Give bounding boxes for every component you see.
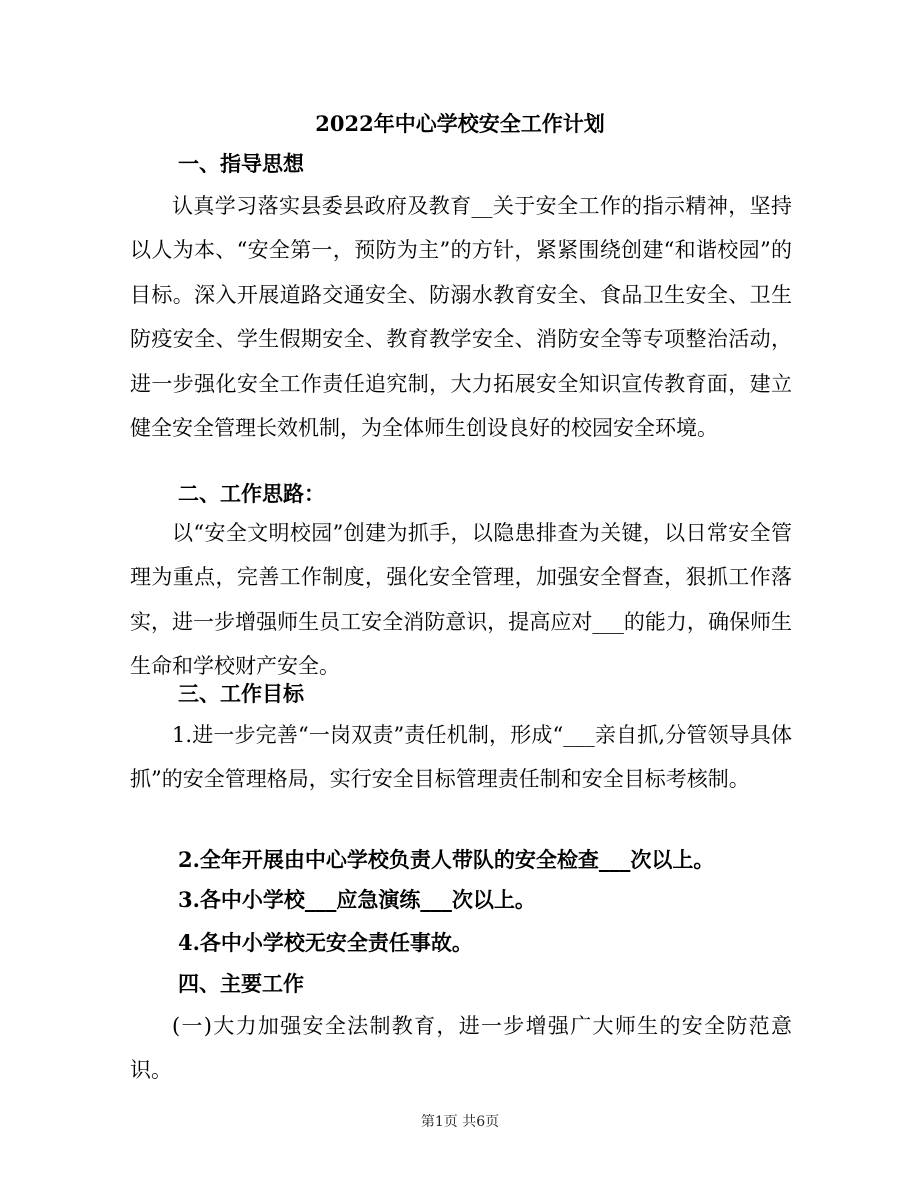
goal-item-1: 1.进一步完善“一岗双责”责任机制，形成“___亲自抓,分管领导具体抓”的安全管理格局，实行安全目标管理责任制和安全目标考核制。 bbox=[130, 723, 792, 792]
paragraph-work-approach: 以“安全文明校园”创建为抓手，以隐患排查为关键，以日常安全管理为重点，完善工作制度，强化安全管理，加强安全督查，狠抓工作落实，进一步增强师生员工安全消防意识，提高应对___的能力，确保师生生命和学校财产安全。 bbox=[130, 521, 792, 679]
goal-item-4: 4.各中小学校无安全责任事故。 bbox=[178, 930, 473, 955]
section-heading-work-approach: 二、工作思路： bbox=[178, 481, 325, 506]
section-heading-guiding-ideology: 一、指导思想 bbox=[178, 151, 304, 176]
section-heading-work-goals: 三、工作目标 bbox=[178, 681, 304, 706]
paragraph-guiding-ideology: 认真学习落实县委县政府及教育__关于安全工作的指示精神，坚持以人为本、“安全第一，预防为主”的方针，紧紧围绕创建“和谐校园”的目标。深入开展道路交通安全、防溺水教育安全、食品卫生安全、卫生防疫安全、学生假期安全、教育教学安全、消防安全等专项整治活动，进一步强化安全工作责任追究制，大力拓展安全知识宣传教育面，建立健全安全管理长效机制，为全体师生创设良好的校园安全环境。 bbox=[130, 194, 792, 441]
goal-item-3: 3.各中小学校___应急演练___次以上。 bbox=[178, 887, 536, 912]
document-title: 2022年中心学校安全工作计划 bbox=[315, 111, 605, 136]
work-item-1: (一)大力加强安全法制教育，进一步增强广大师生的安全防范意识。 bbox=[130, 1014, 792, 1083]
page-indicator: 第1页 共6页 bbox=[420, 1114, 500, 1130]
section-heading-main-work: 四、主要工作 bbox=[178, 971, 304, 996]
goal-item-2: 2.全年开展由中心学校负责人带队的安全检查___次以上。 bbox=[178, 847, 715, 872]
